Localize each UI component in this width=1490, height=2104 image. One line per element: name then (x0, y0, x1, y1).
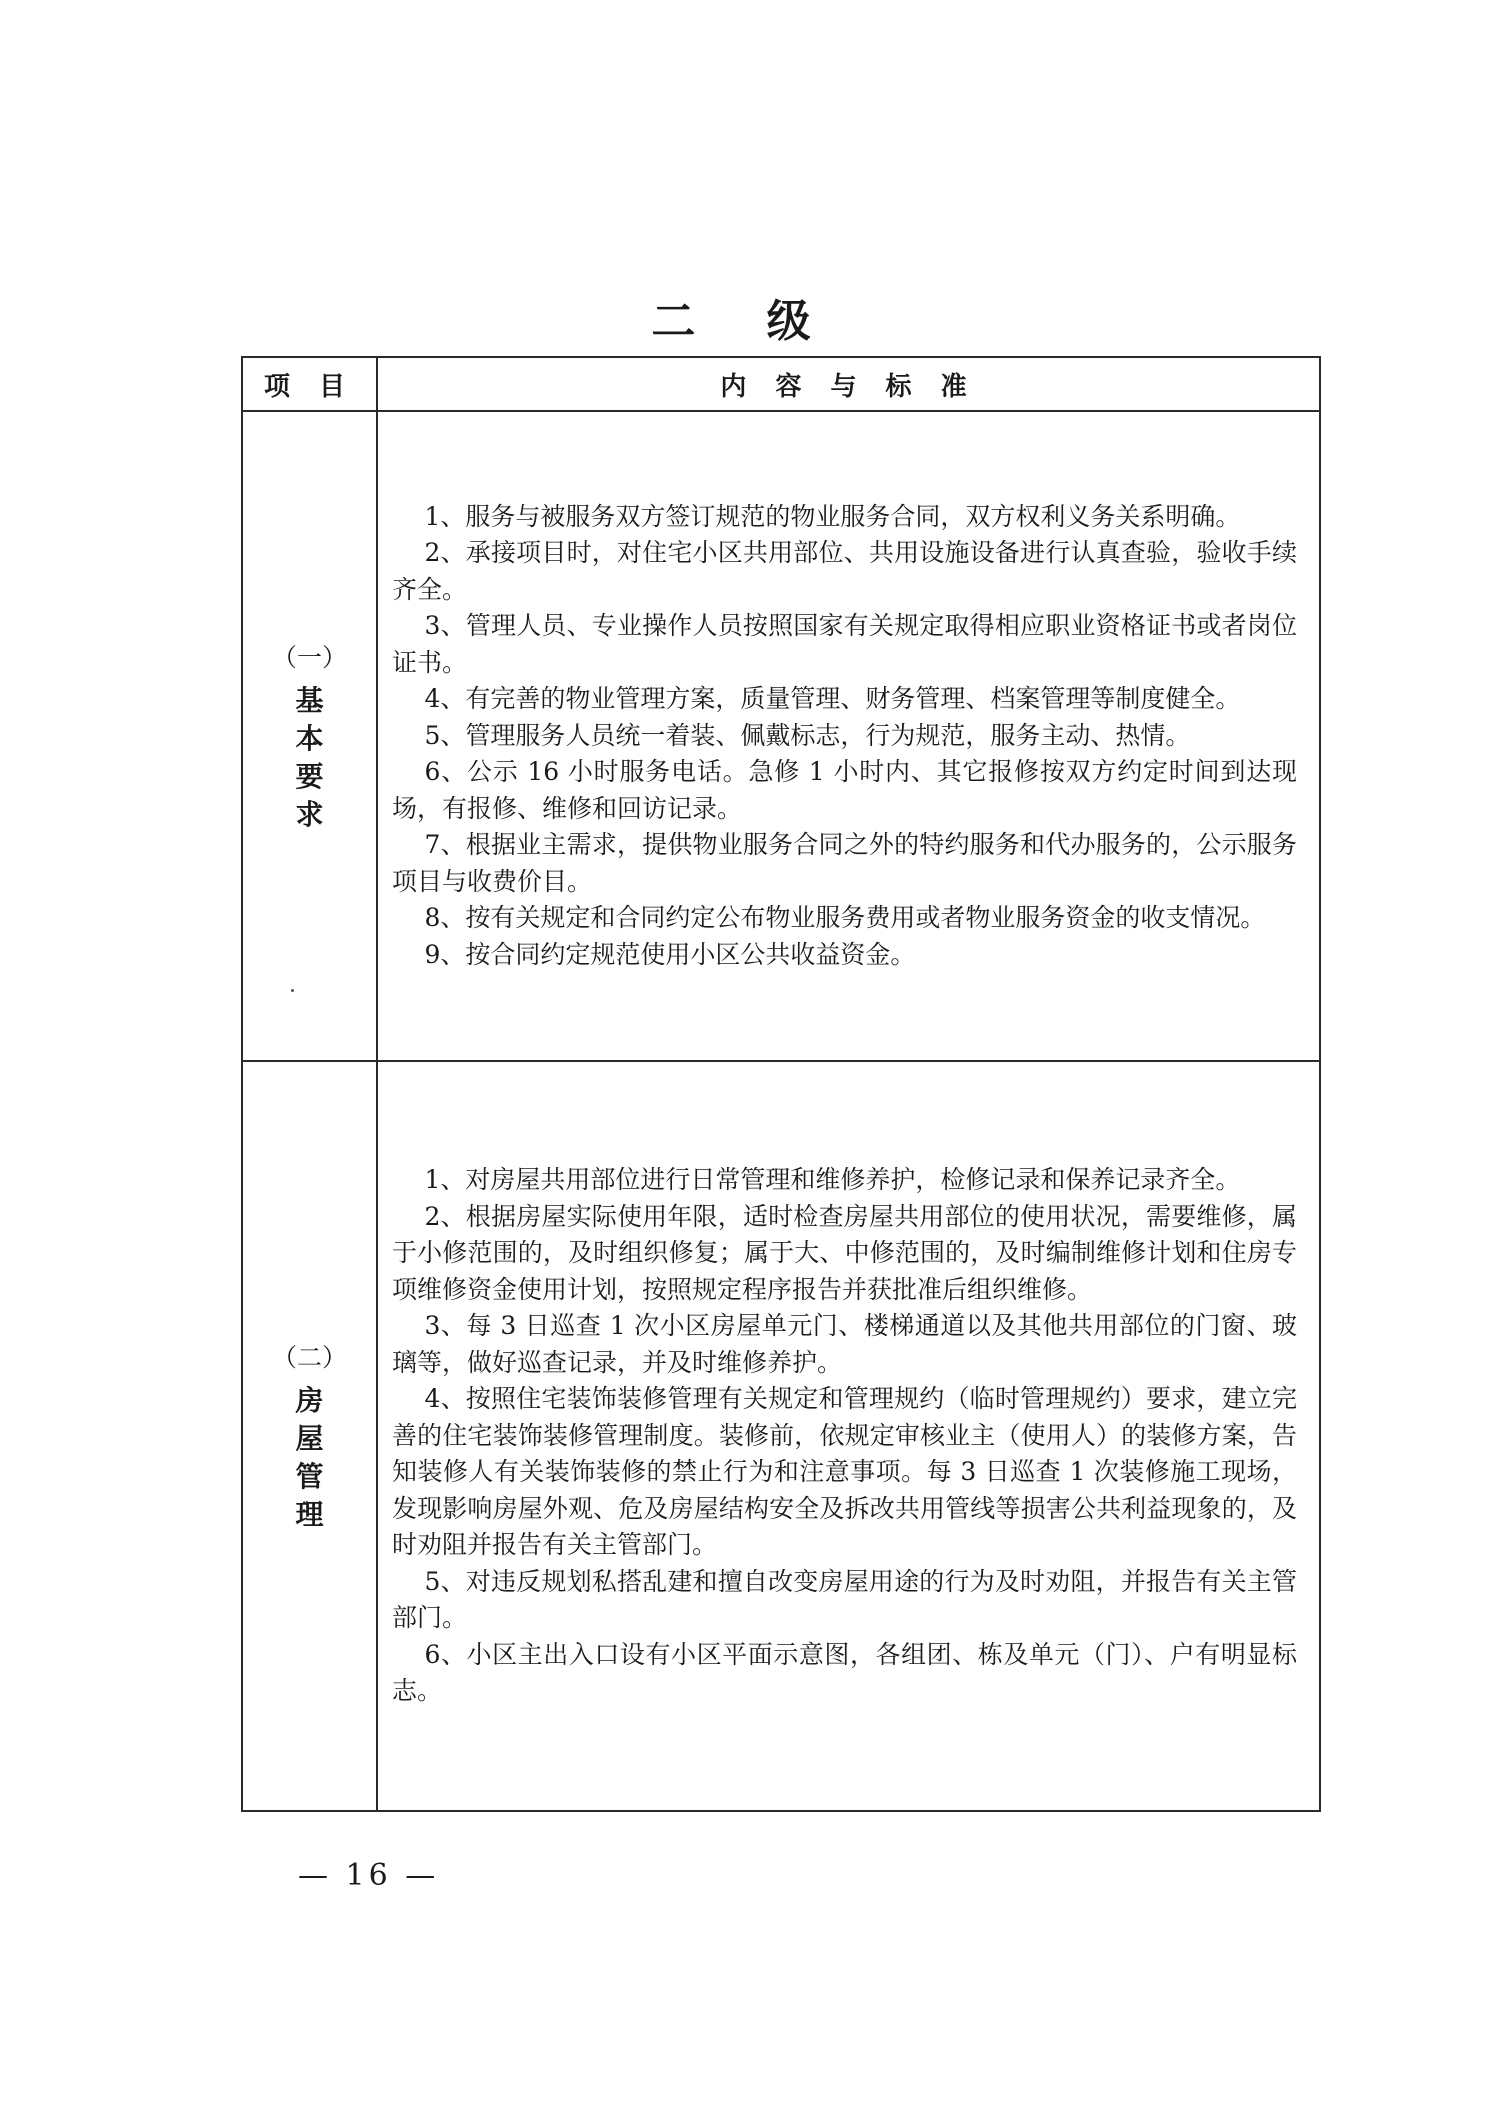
content-cell-basic-requirements (377, 411, 1320, 1061)
list-item: 5、管理服务人员统一着装、佩戴标志，行为规范，服务主动、热情。 (424, 720, 1191, 750)
page-number: — 16 — (298, 1858, 440, 1893)
header-content: 内 容 与 标 准 (377, 357, 1320, 411)
list-item: 3、管理人员、专业操作人员按照国家有关规定取得相应职业资格证书或者岗位证书。 (392, 611, 1297, 677)
table-row (242, 1061, 1320, 1811)
list-item: 9、按合同约定规范使用小区公共收益资金。 (424, 939, 916, 969)
list-item: 3、每 3 日巡查 1 次小区房屋单元门、楼梯通道以及其他共用部位的门窗、玻璃等，做好巡查记录，并及时维修养护。 (392, 1311, 1297, 1377)
project-name-char: 基 (295, 684, 324, 717)
table-header-row (242, 357, 1320, 411)
scan-speck (291, 989, 294, 992)
list-item: 4、有完善的物业管理方案，质量管理、财务管理、档案管理等制度健全。 (424, 684, 1241, 714)
table-row (242, 411, 1320, 1061)
list-item: 2、承接项目时，对住宅小区共用部位、共用设施设备进行认真查验，验收手续齐全。 (392, 538, 1297, 604)
project-name-char: 管 (295, 1460, 324, 1493)
project-number: （二） (271, 1343, 347, 1372)
list-item: 8、按有关规定和合同约定公布物业服务费用或者物业服务资金的收支情况。 (424, 903, 1266, 933)
project-name-char: 房 (295, 1384, 324, 1417)
list-item: 5、对违反规划私搭乱建和擅自改变房屋用途的行为及时劝阻，并报告有关主管部门。 (392, 1566, 1297, 1633)
project-cell-housing-management (242, 1061, 377, 1811)
list-item: 6、公示 16 小时服务电话。急修 1 小时内、其它报修按双方约定时间到达现场，有报修、维修和回访记录。 (392, 757, 1297, 823)
standards-table (241, 356, 1321, 1812)
list-item: 2、根据房屋实际使用年限，适时检查房屋共用部位的使用状况，需要维修，属于小修范围的，及时组织修复；属于大、中修范围的，及时编制维修计划和住房专项维修资金使用计划，按照规定程序报告并获批准后组织维修。 (392, 1201, 1297, 1304)
page-title: 二 级 (651, 296, 839, 347)
project-name-char: 要 (295, 760, 324, 793)
list-item: 7、根据业主需求，提供物业服务合同之外的特约服务和代办服务的，公示服务项目与收费价目。 (392, 830, 1297, 896)
project-name-char: 本 (295, 722, 324, 755)
header-project: 项 目 (242, 357, 377, 411)
project-number: （一） (271, 643, 347, 672)
content-cell-housing-management (377, 1061, 1320, 1811)
list-item: 1、对房屋共用部位进行日常管理和维修养护，检修记录和保养记录齐全。 (424, 1165, 1241, 1195)
list-item: 4、按照住宅装饰装修管理有关规定和管理规约（临时管理规约）要求，建立完善的住宅装饰装修管理制度。装修前，依规定审核业主（使用人）的装修方案，告知装修人有关装饰装修的禁止行为和注意事项。每 3 日巡查 1 次装修施工现场，发现影响房屋外观、危及房屋结构安全及拆改共用管线等损害公共利益现象的，及时劝阻并报告有关主管部门。 (392, 1384, 1297, 1560)
project-cell-basic-requirements (242, 411, 377, 1061)
list-item: 1、服务与被服务双方签订规范的物业服务合同，双方权利义务关系明确。 (424, 501, 1241, 531)
list-item: 6、小区主出入口设有小区平面示意图，各组团、栋及单元（门）、户有明显标志。 (392, 1639, 1297, 1706)
project-name-char: 理 (295, 1498, 324, 1531)
project-name-char: 求 (295, 798, 324, 831)
project-name-char: 屋 (295, 1422, 324, 1455)
